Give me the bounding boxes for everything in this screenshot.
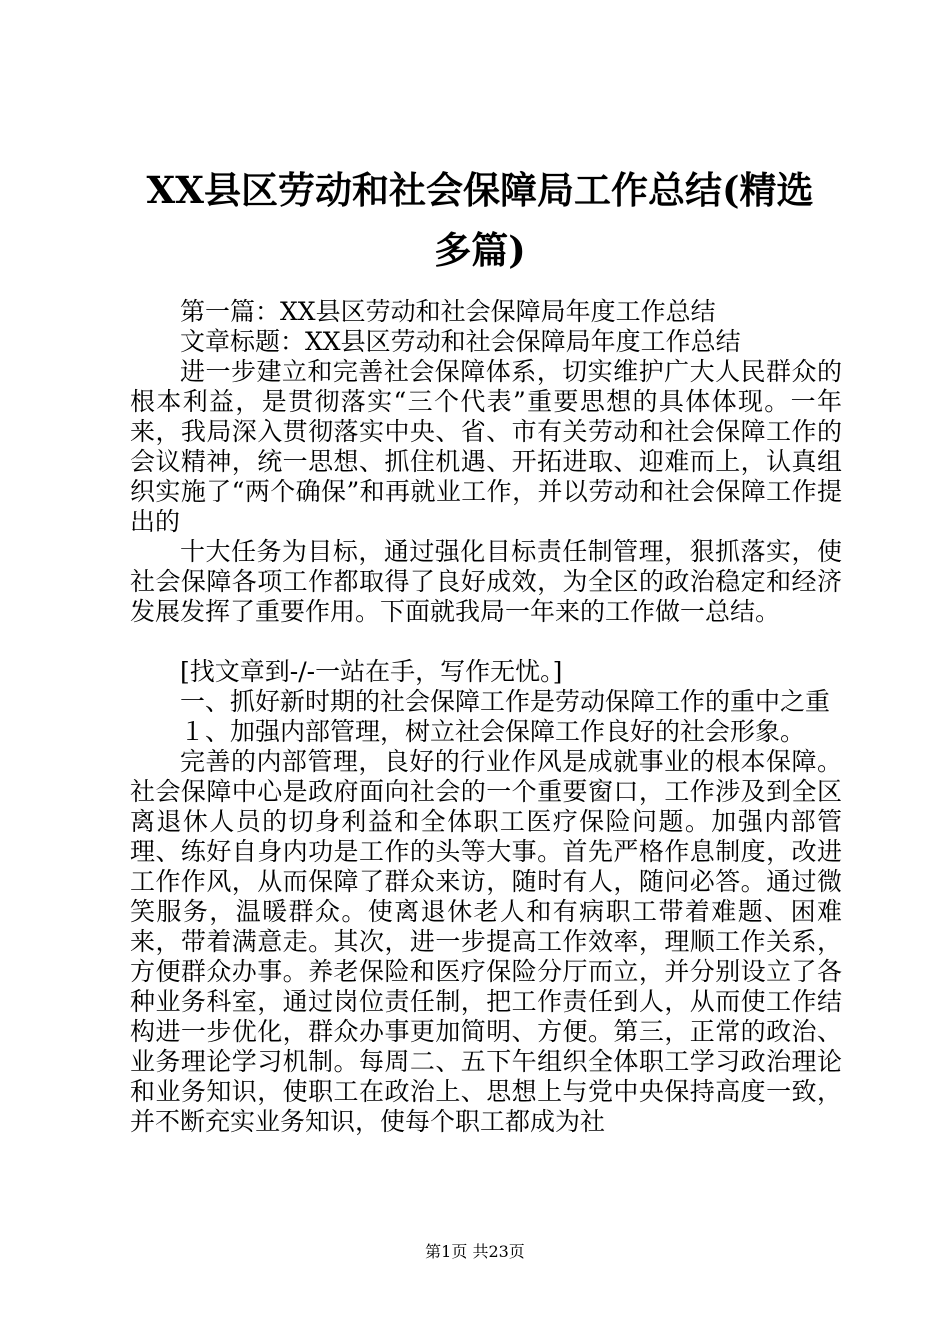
body-paragraph: 完善的内部管理，良好的行业作风是成就事业的根本保障。社会保障中心是政府面向社会的一个重要窗口，工作涉及到全区离退休人员的切身利益和全体职工医疗保险问题。加强内部管理、练好自身内功是工作的头等大事。首先严格作息制度，改进工作作风，从而保障了群众来访，随时有人，随问必答。通过微笑服务，温暖群众。使离退休老人和有病职工带着难题、困难来，带着满意走。其次，进一步提高工作效率，理顺工作关系，方便群众办事。养老保险和医疗保险分厅而立，并分别设立了各种业务科室，通过岗位责任制，把工作责任到人，从而使工作结构进一步优化，群众办事更加简明、方便。第三，正常的政治、业务理论学习机制。每周二、五下午组织全体职工学习政治理论和业务知识，使职工在政治上、思想上与党中央保持高度一致，并不断充实业务知识，使每个职工都成为社 xyxy=(130,747,842,1136)
document-title: XX县区劳动和社会保障局工作总结(精选多篇) xyxy=(146,168,814,272)
body-paragraph: 十大任务为目标，通过强化目标责任制管理，狠抓落实，使社会保障各项工作都取得了良好成效，为全区的政治稳定和经济发展发挥了重要作用。下面就我局一年来的工作做一总结。 xyxy=(130,537,842,626)
article-title-line: 文章标题：XX县区劳动和社会保障局年度工作总结 xyxy=(180,327,741,356)
body-paragraph: 进一步建立和完善社会保障体系，切实维护广大人民群众的根本利益，是贯彻落实“三个代表”重要思想的具体体现。一年来，我局深入贯彻落实中央、省、市有关劳动和社会保障工作的会议精神，统一思想、抓住机遇、开拓进取、迎难而上，认真组织实施了“两个确保”和再就业工作，并以劳动和社会保障工作提出的 xyxy=(130,357,842,536)
section-heading: 第一篇：XX县区劳动和社会保障局年度工作总结 xyxy=(180,297,716,326)
document-body xyxy=(130,297,842,1137)
numbered-heading: １、加强内部管理，树立社会保障工作良好的社会形象。 xyxy=(180,717,806,746)
page-number-footer: 第1页 共23页 xyxy=(425,1242,525,1261)
bracket-note: [找文章到-/-一站在手，写作无忧。] xyxy=(180,657,563,686)
subsection-heading: 一、抓好新时期的社会保障工作是劳动保障工作的重中之重 xyxy=(180,687,831,716)
